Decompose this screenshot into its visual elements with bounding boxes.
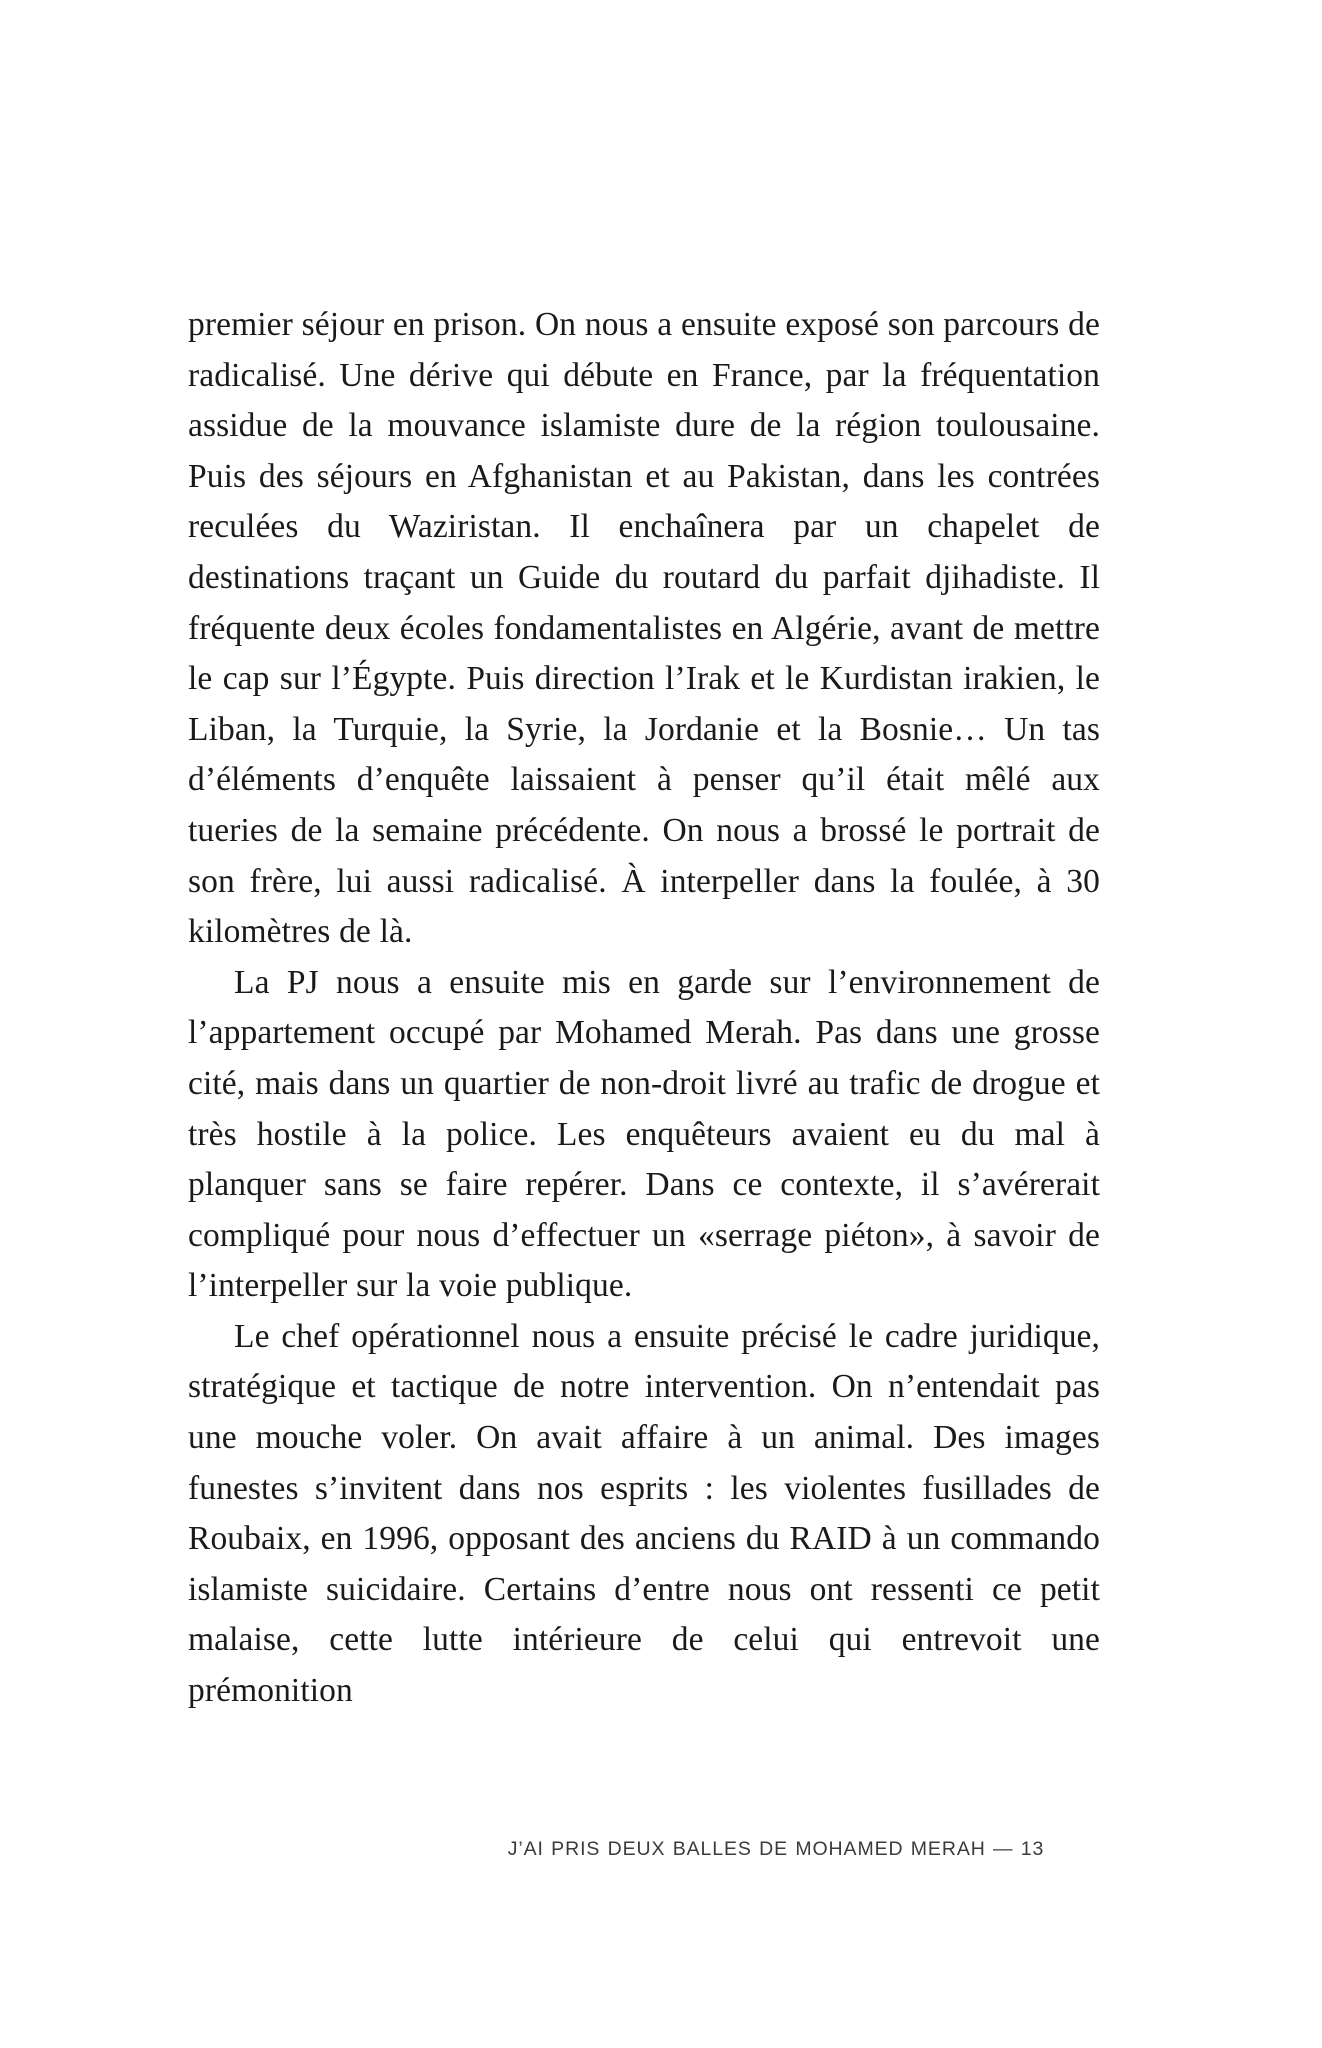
page-footer — [0, 1838, 1322, 1861]
paragraph-continued: premier séjour en prison. On nous a ensuite exposé son parcours de radicalisé. Une dérive qui débute en France, par la fréquentation assidue de la mouvance islamiste dure de la région toulousaine. Puis des séjours en Afghanistan et au Pakistan, dans les contrées reculées du Waziristan. Il enchaînera par un chapelet de destinations traçant un Guide du routard du parfait djihadiste. Il fréquente deux écoles fondamentalistes en Algérie, avant de mettre le cap sur l’Égypte. Puis direction l’Irak et le Kurdistan irakien, le Liban, la Turquie, la Syrie, la Jordanie et la Bosnie… Un tas d’éléments d’enquête laissaient à penser qu’il était mêlé aux tueries de la semaine précédente. On nous a brossé le portrait de son frère, lui aussi radicalisé. À interpeller dans la foulée, à 30 kilomètres de là. — [188, 306, 1100, 951]
text-column — [188, 300, 1100, 1717]
paragraph-chef: Le chef opérationnel nous a ensuite précisé le cadre juridique, stratégique et tactique de notre intervention. On n’entendait pas une mouche voler. On avait affaire à un animal. Des images funestes s’invitent dans nos esprits : les violentes fusillades de Roubaix, en 1996, opposant des anciens du RAID à un commando islamiste suicidaire. Certains d’entre nous ont ressenti ce petit malaise, cette lutte intérieure de celui qui entrevoit une prémonition — [188, 1317, 1100, 1710]
paragraph-pj: La PJ nous a ensuite mis en garde sur l’environnement de l’appartement occupé par Mohamed Merah. Pas dans une grosse cité, mais dans un quartier de non-droit livré au trafic de drogue et très hostile à la police. Les enquêteurs avaient eu du mal à planquer sans se faire repérer. Dans ce contexte, il s’avérerait compliqué pour nous d’effectuer un «serrage piéton», à savoir de l’interpeller sur la voie publique. — [188, 963, 1100, 1305]
running-head-and-page-number: J’AI PRIS DEUX BALLES DE MOHAMED MERAH — 13 — [507, 1838, 1045, 1860]
